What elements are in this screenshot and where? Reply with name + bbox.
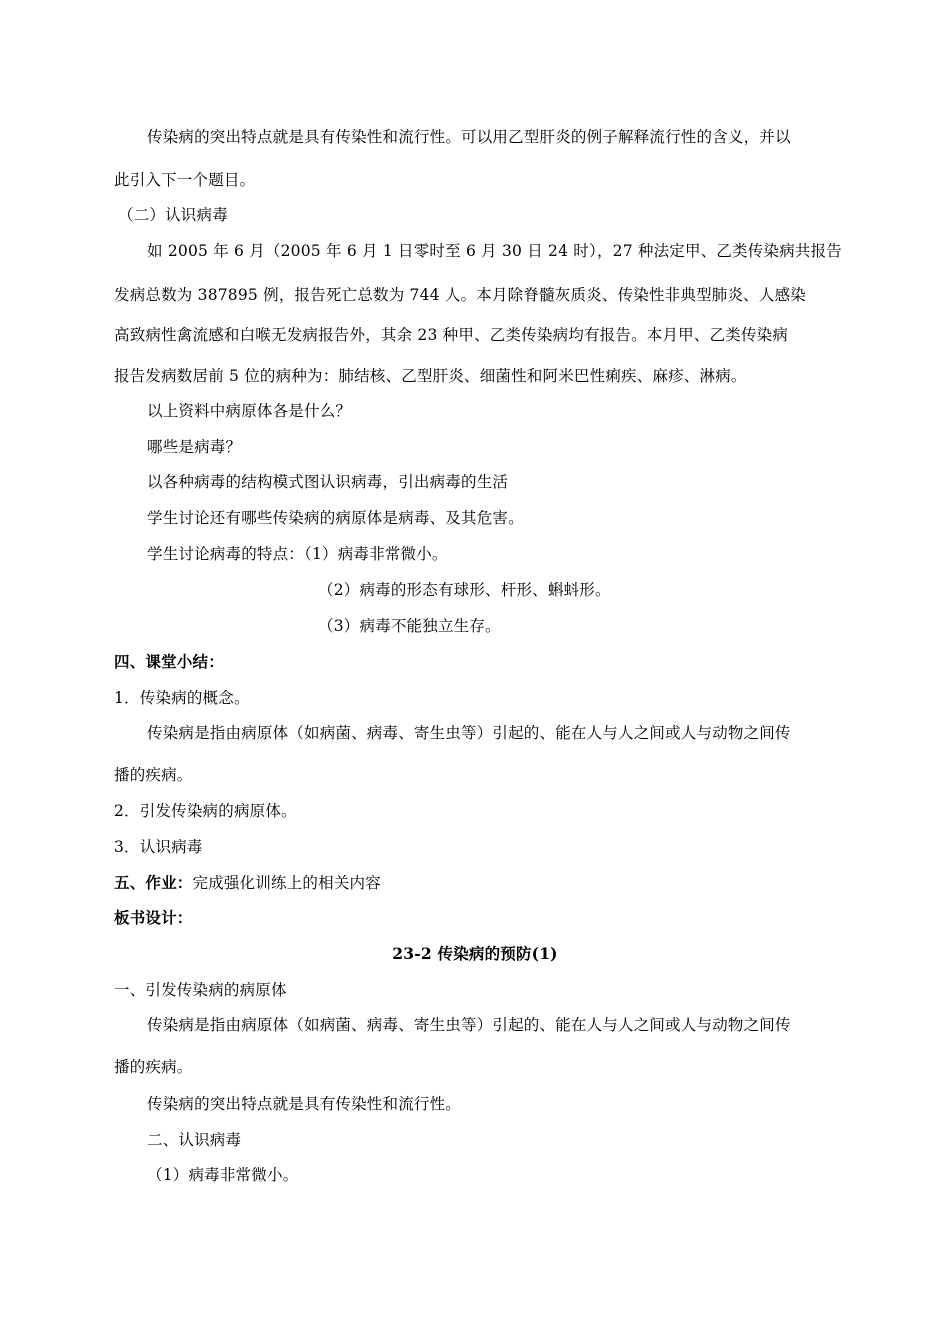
homework-label: 五、作业： [114,873,193,892]
summary-item: 3．认识病毒 [114,838,203,856]
paragraph-line: 报告发病数居前 5 位的病种为：肺结核、乙型肝炎、细菌性和阿米巴性痢疾、麻疹、淋病。 [114,367,747,385]
homework-text: 完成强化训练上的相关内容 [192,874,381,892]
summary-item: 2．引发传染病的病原体。 [114,802,297,820]
paragraph-line: 传染病的突出特点就是具有传染性和流行性。可以用乙型肝炎的例子解释流行性的含义，并以 [147,128,791,146]
feature-item: （3）病毒不能独立生存。 [318,617,501,635]
feature-item: （2）病毒的形态有球形、杆形、蝌蚪形。 [318,581,611,599]
paragraph-line: 高致病性禽流感和白喉无发病报告外，其余 23 种甲、乙类传染病均有报告。本月甲、乙类传染病 [114,326,789,344]
paragraph-line: 此引入下一个题目。 [114,171,256,189]
board-heading: 板书设计： [114,908,193,927]
paragraph-line: 如 2005 年 6 月（2005 年 6 月 1 日零时至 6 月 30 日 24 时），27 种法定甲、乙类传染病共报告 [147,242,842,260]
homework-line [114,873,381,893]
board-feature: 传染病的突出特点就是具有传染性和流行性。 [147,1095,462,1113]
features-intro: 学生讨论病毒的特点：（1）病毒非常微小。 [147,545,448,563]
question-line: 以各种病毒的结构模式图认识病毒，引出病毒的生活 [147,473,509,491]
question-line: 哪些是病毒？ [147,438,242,456]
board-point: （1）病毒非常微小。 [147,1166,299,1184]
definition-line: 播的疾病。 [114,766,193,784]
definition-line: 传染病是指由病原体（如病菌、病毒、寄生虫等）引起的、能在人与人之间或人与动物之间传 [147,724,791,742]
definition-line: 传染病是指由病原体（如病菌、病毒、寄生虫等）引起的、能在人与人之间或人与动物之间传 [147,1016,791,1034]
summary-item: 1．传染病的概念。 [114,689,250,707]
board-section: 二、认识病毒 [147,1131,242,1149]
summary-heading: 四、课堂小结： [114,652,224,671]
question-line: 以上资料中病原体各是什么？ [147,402,352,420]
paragraph-line: 发病总数为 387895 例，报告死亡总数为 744 人。本月除脊髓灰质炎、传染性非典型肺炎、人感染 [114,286,806,304]
question-line: 学生讨论还有哪些传染病的病原体是病毒、及其危害。 [147,509,524,527]
section-heading: （二）认识病毒 [118,206,228,224]
board-title: 23-2 传染病的预防(1) [392,944,558,963]
board-section: 一、引发传染病的病原体 [114,981,287,999]
definition-line: 播的疾病。 [114,1058,193,1076]
